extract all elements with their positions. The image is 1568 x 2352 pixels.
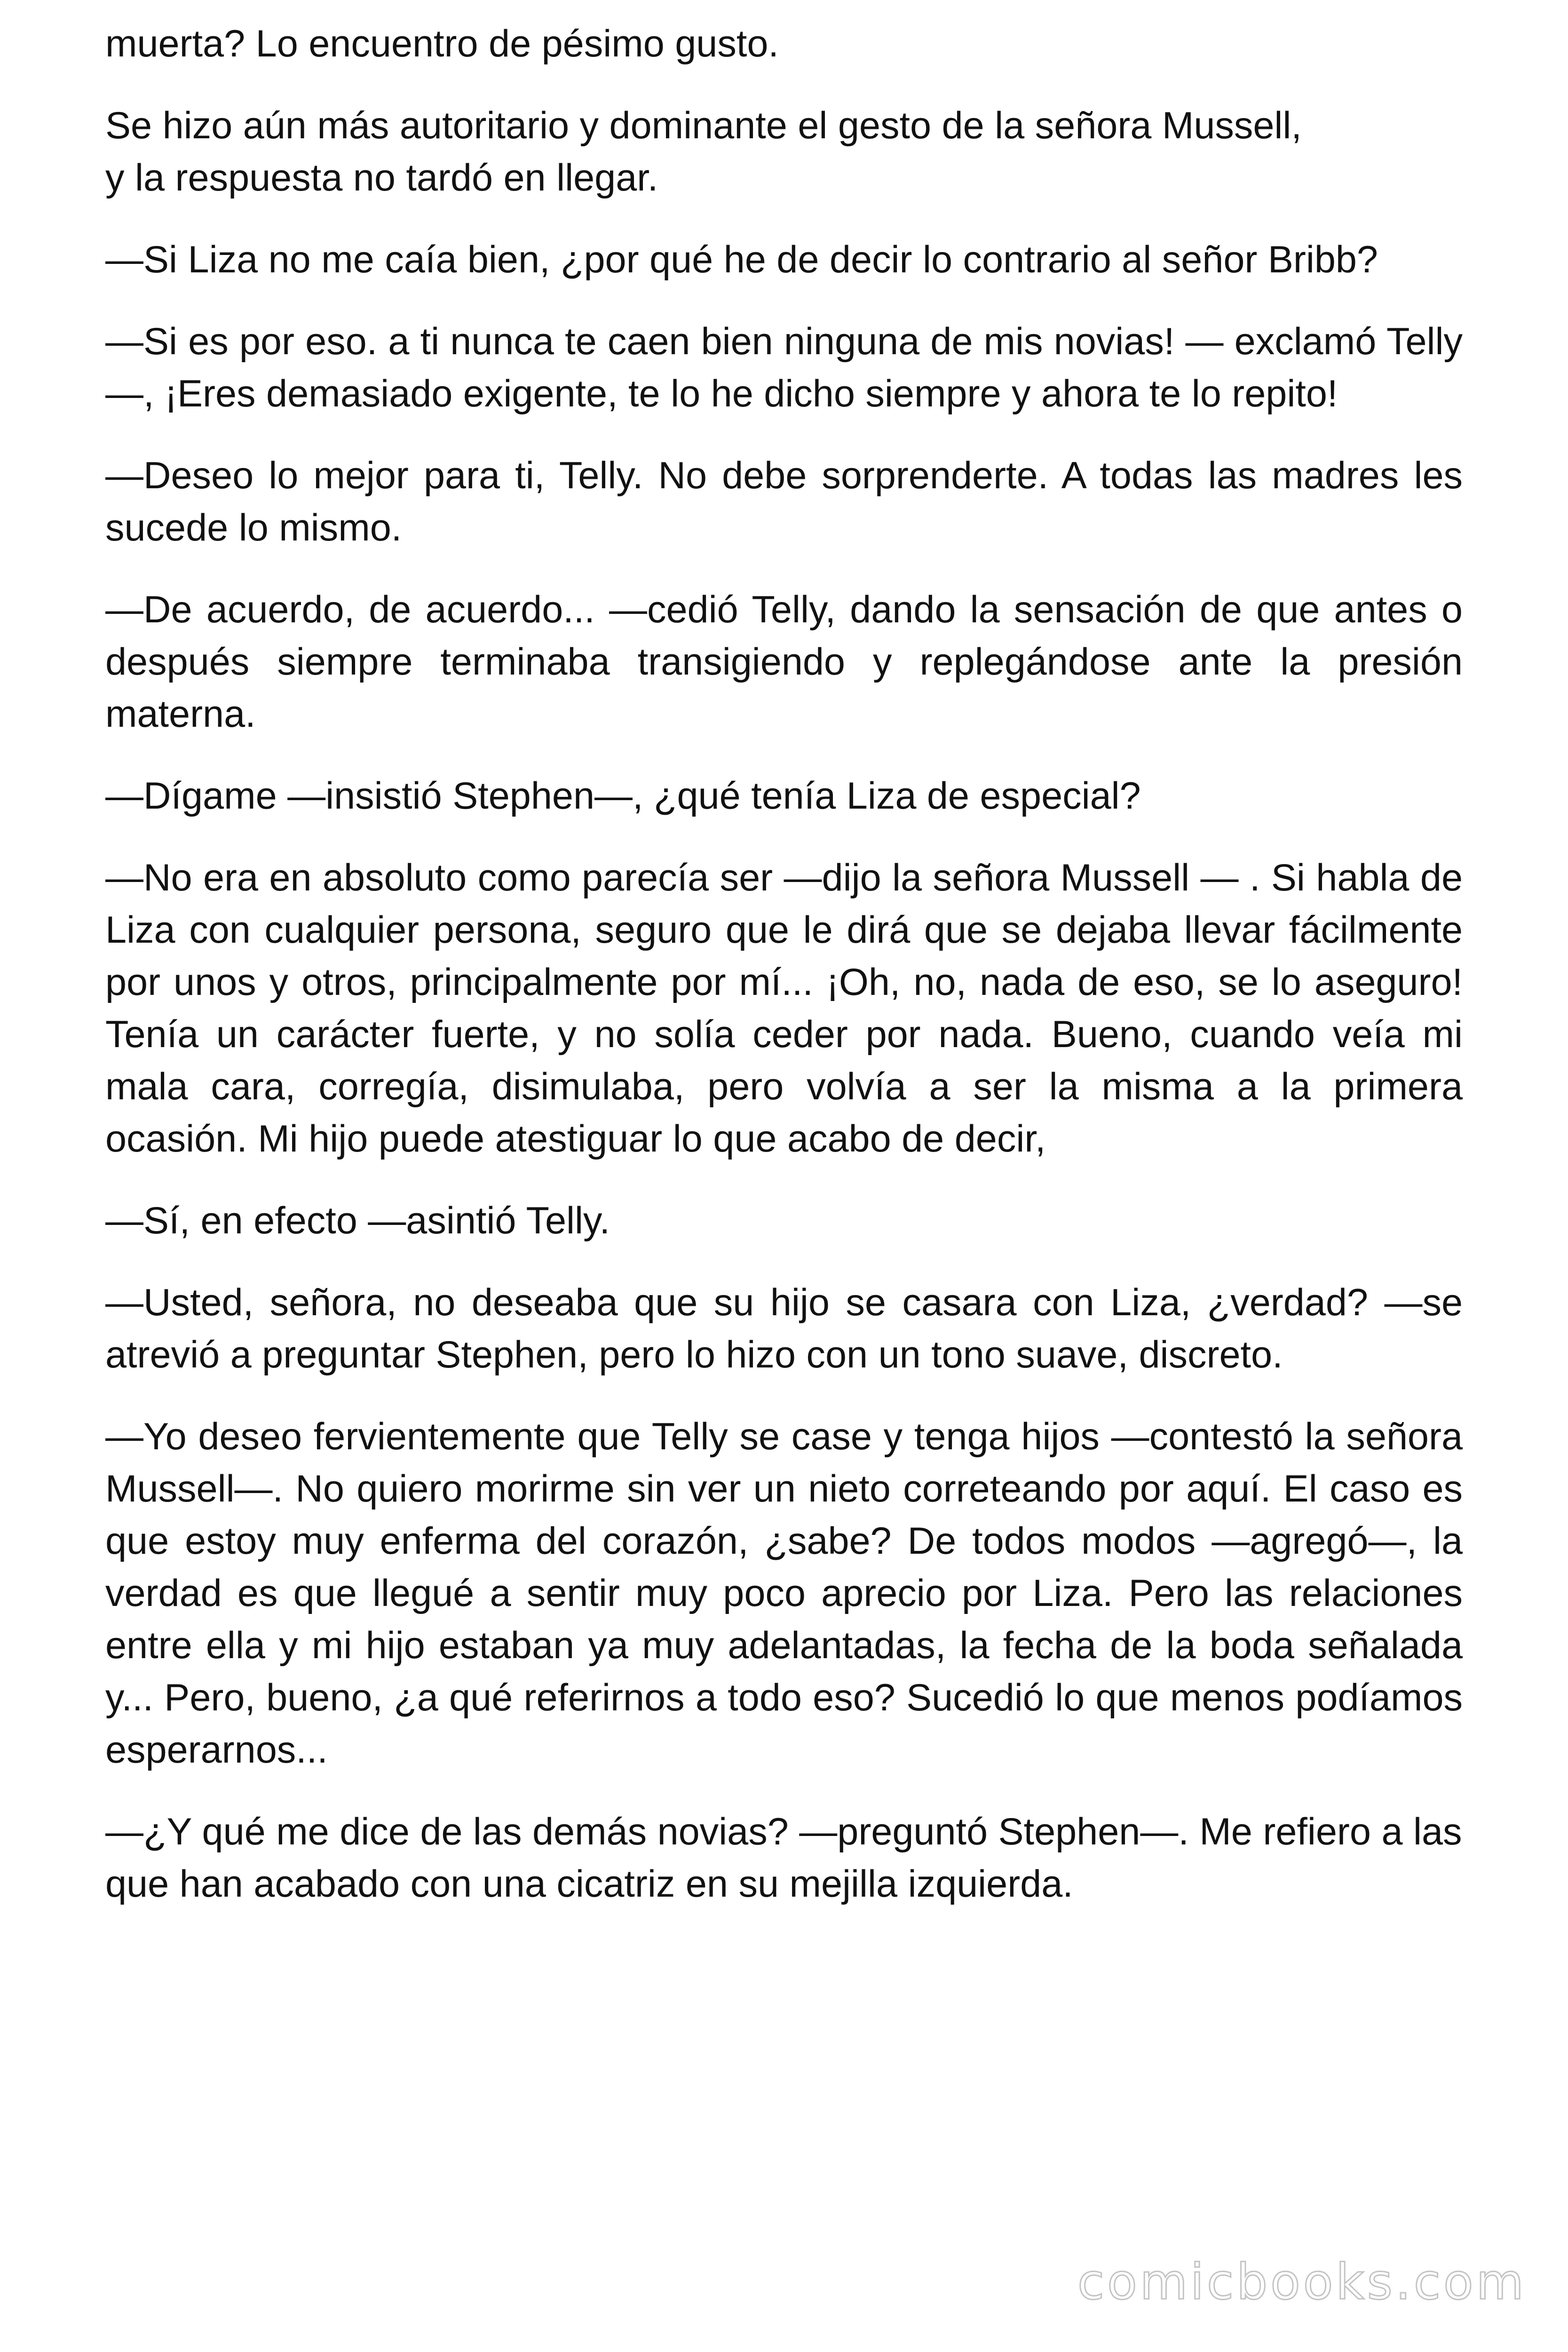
- paragraph: —Sí, en efecto —asintió Telly.: [105, 1200, 610, 1242]
- paragraph: muerta? Lo encuentro de pésimo gusto.: [105, 23, 779, 65]
- paragraph: —Usted, señora, no deseaba que su hijo se casara con Liza, ¿verdad? —se atrevió a preguntar Stephen, pero lo hizo con un tono suave, discreto.: [105, 1281, 1463, 1376]
- paragraph: —No era en absoluto como parecía ser —dijo la señora Mussell — . Si habla de Liza con cualquier persona, seguro que le dirá que se dejaba llevar fácilmente por unos y otros, principalmente por mí... ¡Oh, no, nada de eso, se lo aseguro! Tenía un carácter fuerte, y no solía ceder por nada. Bueno, cuando veía mi mala cara, corregía, disimulaba, pero volvía a ser la misma a la primera ocasión. Mi hijo puede atestiguar lo que acabo de decir,: [105, 857, 1463, 1160]
- paragraph: —Si Liza no me caía bien, ¿por qué he de decir lo contrario al señor Bribb?: [105, 238, 1378, 281]
- watermark: comicbooks.com: [1077, 2253, 1527, 2311]
- paragraph: —De acuerdo, de acuerdo... —cedió Telly, dando la sensación de que antes o después siempre terminaba transigiendo y replegándose ante la presión materna.: [105, 588, 1463, 735]
- paragraph: Se hizo aún más autoritario y dominante el gesto de la señora Mussell, y la respuesta no tardó en llegar.: [105, 104, 1302, 199]
- paragraph: —Dígame —insistió Stephen—, ¿qué tenía Liza de especial?: [105, 775, 1141, 817]
- paragraph: —Deseo lo mejor para ti, Telly. No debe sorprenderte. A todas las madres les sucede lo mismo.: [105, 454, 1463, 549]
- book-page: [105, 18, 1463, 1940]
- paragraph: —¿Y qué me dice de las demás novias? —preguntó Stephen—. Me refiero a las que han acabado con una cicatriz en su mejilla izquierda.: [105, 1811, 1462, 1905]
- paragraph: —Yo deseo fervientemente que Telly se case y tenga hijos —contestó la señora Mussell—. No quiero morirme sin ver un nieto correteando por aquí. El caso es que estoy muy enferma del corazón, ¿sabe? De todos modos —agregó—, la verdad es que llegué a sentir muy poco aprecio por Liza. Pero las relaciones entre ella y mi hijo estaban ya muy adelantadas, la fecha de la boda señalada y... Pero, bueno, ¿a qué referirnos a todo eso? Sucedió lo que menos podíamos esperarnos...: [105, 1415, 1463, 1771]
- paragraph: —Si es por eso. a ti nunca te caen bien ninguna de mis novias! — exclamó Telly—, ¡Eres demasiado exigente, te lo he dicho siempre y ahora te lo repito!: [105, 320, 1463, 415]
